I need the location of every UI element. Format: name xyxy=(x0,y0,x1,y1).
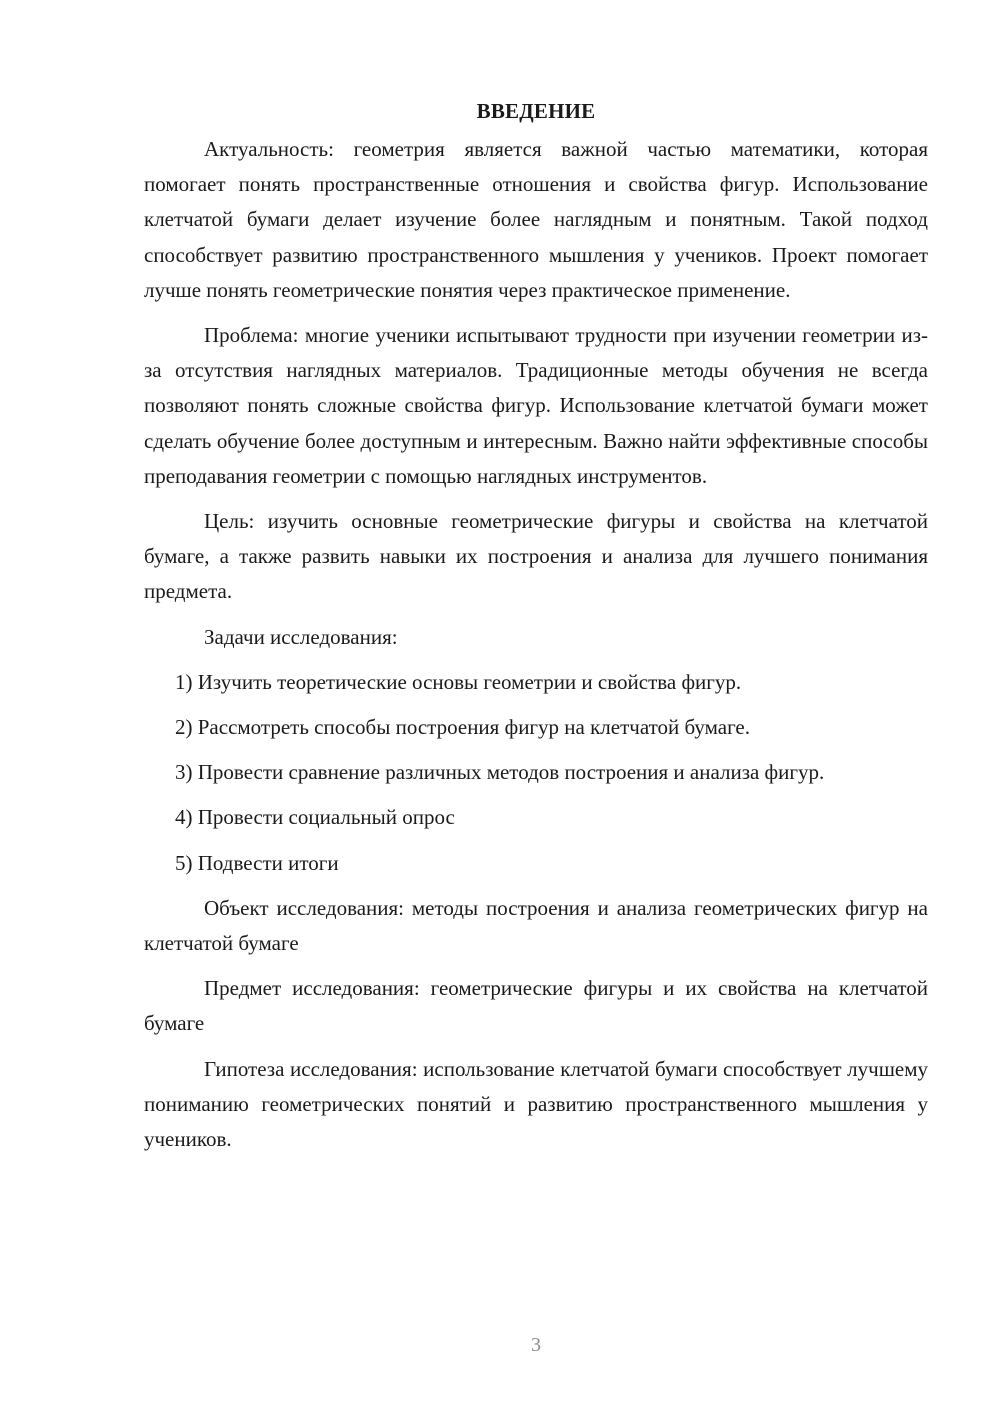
paragraph-object: Объект исследования: методы построения и анализа геометрических фигур на клетчатой бумаге xyxy=(144,895,928,956)
task-item-3: 3) Провести сравнение различных методов построения и анализа фигур. xyxy=(175,760,825,785)
document-page xyxy=(144,96,928,1167)
paragraph-goal: Цель: изучить основные геометрические фигуры и свойства на клетчатой бумаге, а также развить навыки их построения и анализа для лучшего понимания предмета. xyxy=(144,509,928,604)
task-item-2: 2) Рассмотреть способы построения фигур на клетчатой бумаге. xyxy=(175,715,750,740)
task-item-4: 4) Провести социальный опрос xyxy=(175,805,455,830)
tasks-heading: Задачи исследования: xyxy=(204,624,398,649)
paragraph-problem: Проблема: многие ученики испытывают трудности при изучении геометрии из-за отсутствия наглядных материалов. Традиционные методы обучения не всегда позволяют понять сложные свойства фигур. Использование клетчатой бумаги может сделать обучение более доступным и интересным. Важно найти эффективные способы преподавания геометрии с помощью наглядных инструментов. xyxy=(144,323,928,488)
task-item-1: 1) Изучить теоретические основы геометрии и свойства фигур. xyxy=(175,669,742,694)
task-item-5: 5) Подвести итоги xyxy=(175,850,339,875)
paragraph-relevance: Актуальность: геометрия является важной частью математики, которая помогает понять пространственные отношения и свойства фигур. Использование клетчатой бумаги делает изучение более наглядным и понятным. Такой подход способствует развитию пространственного мышления у учеников. Проект помогает лучше понять геометрические понятия через практическое применение. xyxy=(144,137,928,302)
page-number: 3 xyxy=(531,1334,541,1356)
paragraph-hypothesis: Гипотеза исследования: использование клетчатой бумаги способствует лучшему пониманию геометрических понятий и развитию пространственного мышления у учеников. xyxy=(144,1056,928,1152)
page-title: ВВЕДЕНИЕ xyxy=(476,99,596,123)
paragraph-subject: Предмет исследования: геометрические фигуры и их свойства на клетчатой бумаге xyxy=(144,976,928,1036)
